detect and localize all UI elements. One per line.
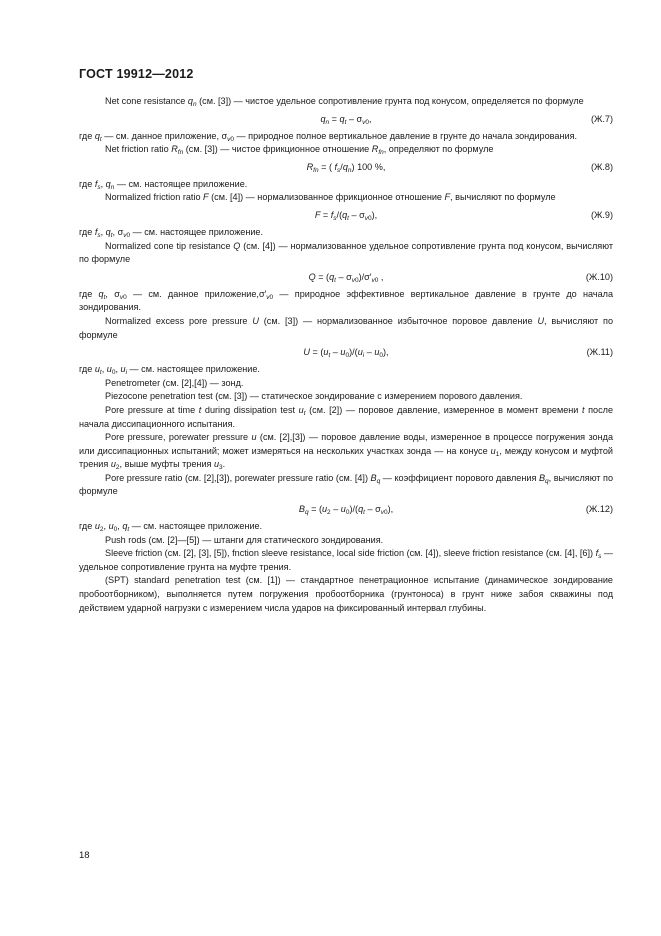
equation-number: (Ж.8) xyxy=(590,161,613,172)
equation-formula: $R_{fn}$ = ( $f_s/q_n$) 100 %, xyxy=(306,161,386,174)
paragraph: где $q_t$ — см. данное приложение, $\sigma_{v0}$ — природное полное вертикальное давление в грунте до начала зондирования. xyxy=(79,130,578,143)
document-header: ГОСТ 19912—2012 xyxy=(79,67,194,81)
equation-number: (Ж.9) xyxy=(590,209,613,220)
paragraph: Normalized friction ratio F (см. [4]) — нормализованное фрикционное отношение F, вычисляют по формуле xyxy=(105,192,556,203)
equation xyxy=(79,113,613,127)
paragraph: Penetrometer (см. [2],[4]) — зонд. xyxy=(105,377,244,388)
paragraph: Normalized excess pore pressure U (см. [3]) — нормализованное избыточное поровое давление U, вычисляют по формуле xyxy=(79,315,613,340)
paragraph: Pore pressure ratio (см. [2],[3]), porewater pressure ratio (см. [4]) $B_q$ — коэффициент порового давления $B_q$, вычисляют по формуле xyxy=(79,472,614,497)
paragraph: где $f_s$, $q_n$ — см. настоящее приложение. xyxy=(79,178,248,191)
paragraph: Normalized cone tip resistance Q (см. [4]) — нормализованное удельное сопротивление грунта под конусом, вычисляют по формуле xyxy=(79,240,613,265)
page-number: 18 xyxy=(79,850,90,861)
paragraph: Sleeve friction (см. [2], [3], [5]), fnction sleeve resistance, local side friction (см. [4]), sleeve friction resistance (см. [4], [6]) $f_s$ — удельное сопротивление грунта на муфте трения. xyxy=(79,548,613,572)
paragraph: (SPT) standard penetration test (см. [1]) — стандартное пенетрационное испытание (динамическое зондирование пробоотборником), выполняется путем погружения пробоотборника (грунтоноса) в грунт ниже забоя скважины под действием ударной нагрузки с измерением числа ударов на фиксированный интервал глубины. xyxy=(79,575,613,613)
paragraph: где $u_t$, $u_0$, $u_i$ — см. настоящее приложение. xyxy=(79,364,260,377)
paragraph: где $q_t$, $\sigma_{v0}$ — см. данное $приложение,\sigma'_{v0}$ — природное эффективное вертикальное давление в грунте до начала зондирования. xyxy=(79,288,614,313)
paragraph: Net cone resistance $q_n$ (см. [3]) — чистое удельное сопротивление грунта под конусом, определяется по формуле xyxy=(105,96,584,108)
paragraph: Pore pressure, porewater pressure u (см. [2],[3]) — поровое давление воды, измеренное в процессе погружения зонда или диссипационных испытаний; может измеряться на нескольких участках зонда — на конусе $u_1$, между конусом и муфтой трения $u_2$, выше муфты трения $u_3$. xyxy=(79,432,614,472)
paragraph: Pore pressure at time t during dissipation test $u_t$ (см. [2]) — поровое давление, измеренное в момент времени t после начала диссипационного испытания. xyxy=(79,404,613,429)
paragraph: где $u_2$, $u_0$, $q_t$ — см. настоящее приложение. xyxy=(79,521,263,534)
equation-formula: $q_n = q_t - \sigma_{v0}$, xyxy=(320,113,372,126)
equation-number: (Ж.12) xyxy=(585,504,613,515)
equation xyxy=(79,271,613,285)
equation-formula: $F = f_s/(q_t - \sigma_{v0})$, xyxy=(314,209,378,222)
equation-formula: $Q = (q_t - \sigma_{v0})/\sigma'_{v0}$ , xyxy=(308,271,384,284)
equation-number: (Ж.10) xyxy=(585,271,613,282)
paragraph: где $f_s$, $q_t$, $\sigma_{v0}$ — см. настоящее приложение. xyxy=(79,226,264,239)
equation xyxy=(79,346,613,360)
equation xyxy=(79,503,613,517)
paragraph: Piezocone penetration test (см. [3]) — статическое зондирование с измерением порового давления. xyxy=(105,391,523,402)
document-body xyxy=(79,95,613,615)
paragraph: Push rods (см. [2]—[5]) — штанги для статического зондирования. xyxy=(105,534,384,545)
equation xyxy=(79,209,613,223)
equation-number: (Ж.11) xyxy=(586,347,613,358)
equation-formula: $U = (u_t - u_0)/(u_i - u_0)$, xyxy=(303,347,389,360)
equation-formula: $B_q = (u_2 - u_0)/(q_t - \sigma_{v0})$, xyxy=(298,504,394,517)
paragraph: Net friction ratio $R_{fn}$ (см. [3]) — чистое фрикционное отношение $R_{fn}$, определяют по формуле xyxy=(105,144,494,157)
equation xyxy=(79,161,613,175)
equation-number: (Ж.7) xyxy=(590,113,613,124)
